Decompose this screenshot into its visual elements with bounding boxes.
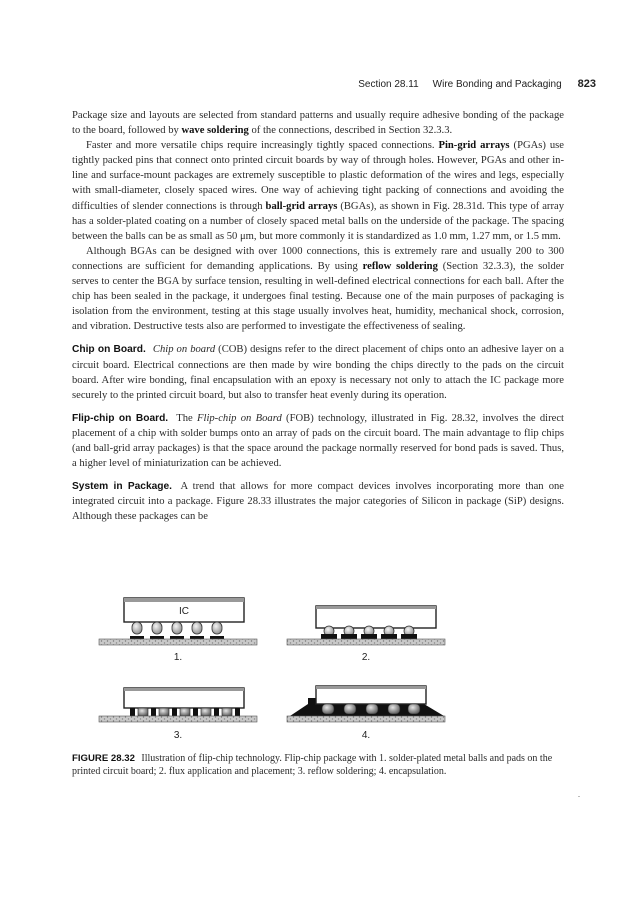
header-page-number: 823: [577, 78, 596, 90]
text-run: (Section 32.3.3), the solder serves to center the BGA by surface tension, resulting in well-defined electrical connections for each ball. After the chip has been sealed in the package, it undergoes final testing. Because one of the main purposes of packaging is isolation from the environment, testing at this stage usually involves heat, humidity, mechanical shock, corrosion, and vibration. Destructive tests also are performed to investigate the effectiveness of sealing.: [72, 260, 565, 333]
text-run: of the connections, described in Section 32.3.3.: [248, 125, 453, 137]
ic-chip: [316, 606, 436, 628]
caption-text: Illustration of flip-chip technology. Flip-chip package with 1. solder-plated metal balls and pads on the printed circuit board; 2. flux application and placement; 3. reflow soldering; 4. encapsulation.: [72, 753, 553, 777]
panel-2-flux-placement: [287, 606, 445, 663]
circuit-board: [287, 639, 445, 645]
paragraph-bga: [72, 244, 564, 335]
scan-speck: [578, 796, 580, 797]
panel-label-4: 4.: [361, 730, 371, 741]
paragraph-flip-chip: [72, 411, 564, 471]
flux-pads: [321, 634, 417, 639]
heading-flip-chip-on-board: Flip-chip on Board.: [72, 412, 169, 424]
text-run: Although BGAs can be designed with over 1000 connections, this is extremely rare and usually 200 to 300 connections are sufficient for demanding applications. By using: [72, 245, 564, 272]
header-title: Wire Bonding and Packaging: [432, 79, 562, 90]
solder-ball: [132, 622, 142, 634]
figure-28-32: [94, 592, 564, 742]
text-run: (BGAs), as shown in Fig. 28.31d. This type of array has a solder-plated coating on a number of closely spaced metal balls on the underside of the package. The spacing between the balls can be as small as 50 μm, but more commonly it is standardized as 1.0 mm, 1.27 mm, or 1.5 mm.: [72, 200, 564, 242]
figure-label: FIGURE 28.32: [72, 753, 135, 764]
term-flip-chip-on-board: Flip-chip on Board: [197, 412, 282, 424]
text-run: Package size and layouts are selected from standard patterns and usually require adhesive bonding of the package to the board, followed by: [72, 110, 564, 137]
panel-label-1: 1.: [173, 652, 183, 663]
board-pads: [130, 636, 224, 639]
panel-3-reflow: [99, 688, 257, 741]
term-ball-grid-arrays: ball-grid arrays: [265, 200, 338, 212]
term-chip-on-board: Chip on board: [152, 344, 216, 356]
text-run: (COB) designs refer to the direct placement of chips onto an adhesive layer on a circuit board. Electrical connections are then made by wire bonding the chips directly to the pads on the circuit board. After wire bonding, final encapsulation with an epoxy is necessary not only to attach the IC package more securely to the printed circuit board, but also to transfer heat evenly during its operation.: [72, 344, 564, 401]
figure-caption: [72, 752, 564, 778]
chip-edge: [124, 598, 244, 602]
paragraph-pin-grid: [72, 138, 564, 244]
running-header: [70, 78, 596, 94]
term-wave-soldering: wave soldering: [181, 125, 249, 137]
paragraph-package-size: [72, 108, 564, 138]
header-section: Section 28.11: [358, 79, 419, 90]
term-pin-grid-arrays: Pin-grid arrays: [438, 140, 510, 152]
panel-label-2: 2.: [361, 652, 371, 663]
panel-1-solder-balls: [99, 598, 257, 663]
ic-label: IC: [179, 606, 189, 617]
header-line: [358, 78, 596, 90]
circuit-board: [99, 716, 257, 722]
solder-ball: [172, 622, 182, 634]
circuit-board: [287, 716, 445, 722]
solder-ball: [192, 622, 202, 634]
flip-chip-illustration: [94, 592, 564, 742]
text-run: A trend that allows for more compact devices involves incorporating more than one integrated circuit into a package. Figure 28.33 illustrates the major categories of Silicon in package (SiP) designs. Although these packages can be: [72, 481, 564, 523]
heading-chip-on-board: Chip on Board.: [72, 344, 146, 356]
text-run: (FOB) technology, illustrated in Fig. 28.32, involves the direct placement of a chip with solder bumps onto an array of pads on the circuit board. The main advantage to flip chips (and ball-grid array packages) is that the space around the package normally reserved for bond pads is saved. Thus, a higher level of miniaturization can be achieved.: [72, 412, 565, 470]
body-text: [72, 108, 564, 524]
panel-label-3: 3.: [173, 730, 183, 741]
text-run: Faster and more versatile chips require increasingly tightly spaced connections.: [86, 140, 439, 152]
paragraph-system-in-package: [72, 479, 564, 524]
term-reflow-soldering: reflow soldering: [362, 260, 438, 272]
heading-system-in-package: System in Package.: [72, 481, 173, 493]
solder-ball: [152, 622, 162, 634]
paragraph-chip-on-board: [72, 342, 564, 402]
solder-balls: [132, 622, 222, 634]
reflowed-joints: [130, 708, 240, 716]
panel-4-encapsulation: [287, 686, 445, 741]
solder-ball: [212, 622, 222, 634]
circuit-board: [99, 639, 257, 645]
text-run: (PGAs) use tightly packed pins that connect onto printed circuit boards by way of through holes. However, PGAs and other in-line and surface-mount packages are extremely susceptible to plastic deformation of the wires and legs, especially with small-diameter, closely spaced wires. One way of achieving tight packing of connections and avoiding the difficulties of slender connections is through: [72, 140, 565, 212]
text-run: The: [176, 412, 198, 424]
